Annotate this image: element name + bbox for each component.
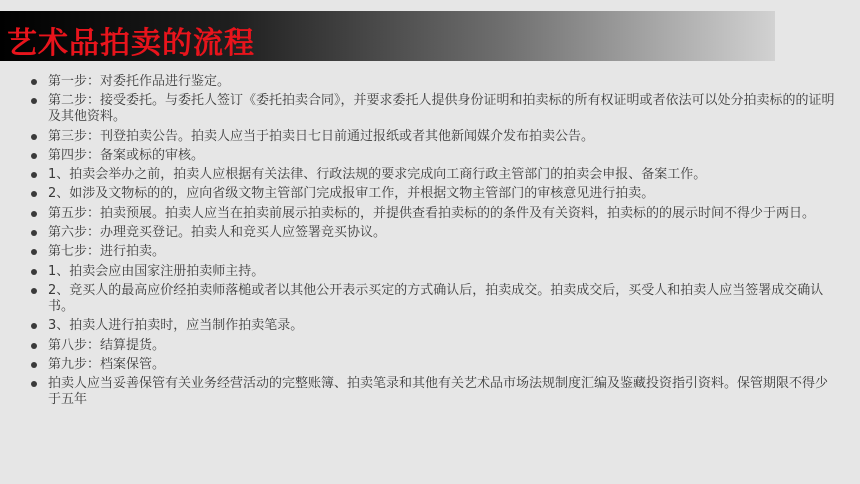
list-item <box>28 244 838 260</box>
list-item-text: 第一步：对委托作品进行鉴定。 <box>48 74 231 89</box>
list-item-text: 第七步：进行拍卖。 <box>48 244 166 260</box>
bullet-icon <box>31 79 37 85</box>
bullet-icon <box>31 230 37 236</box>
steps-list <box>28 74 838 411</box>
title-bar <box>0 11 775 61</box>
bullet-icon <box>31 211 37 217</box>
list-item <box>28 206 838 222</box>
bullet-icon <box>31 191 37 197</box>
list-item-text: 第八步：结算提货。 <box>48 337 166 353</box>
list-item-text: 第四步：备案或标的审核。 <box>48 147 205 163</box>
list-item <box>28 225 838 241</box>
list-item <box>28 264 838 280</box>
bullet-icon <box>31 381 37 387</box>
list-item-text: 1、拍卖会应由国家注册拍卖师主持。 <box>48 263 265 279</box>
list-item-text: 1、拍卖会举办之前，拍卖人应根据有关法律、行政法规的要求完成向工商行政主管部门的拍卖会申报、备案工作。 <box>48 167 707 183</box>
list-item <box>28 167 838 183</box>
list-item-text: 第五步：拍卖预展。拍卖人应当在拍卖前展示拍卖标的，并提供查看拍卖标的的条件及有关资料，拍卖标的的展示时间不得少于两日。 <box>48 205 816 221</box>
list-item-text: 2、竞买人的最高应价经拍卖师落槌或者以其他公开表示买定的方式确认后，拍卖成交。拍卖成交后，买受人和拍卖人应当签署成交确认书。 <box>48 282 824 314</box>
list-item <box>28 93 838 125</box>
list-item-text: 第六步：办理竞买登记。拍卖人和竞买人应签署竞买协议。 <box>48 225 387 241</box>
list-item <box>28 186 838 202</box>
list-item <box>28 74 838 90</box>
bullet-icon <box>31 343 37 349</box>
list-item-text: 第二步：接受委托。与委托人签订《委托拍卖合同》，并要求委托人提供身份证明和拍卖标的所有权证明或者依法可以处分拍卖标的的证明及其他资料。 <box>48 93 835 125</box>
bullet-icon <box>31 269 37 275</box>
bullet-icon <box>31 134 37 140</box>
list-item <box>28 318 838 334</box>
bullet-icon <box>31 362 37 368</box>
list-item-text: 第九步：档案保管。 <box>48 356 166 372</box>
list-item <box>28 129 838 145</box>
bullet-icon <box>31 98 37 104</box>
list-item <box>28 283 838 315</box>
list-item <box>28 148 838 164</box>
list-item <box>28 357 838 373</box>
bullet-icon <box>31 288 37 294</box>
page-title: 艺术品拍卖的流程 <box>7 26 255 61</box>
list-item-text: 2、如涉及文物标的的，应向省级文物主管部门完成报审工作，并根据文物主管部门的审核意见进行拍卖。 <box>48 186 655 202</box>
bullet-icon <box>31 323 37 329</box>
bullet-icon <box>31 172 37 178</box>
bullet-icon <box>31 249 37 255</box>
bullet-icon <box>31 153 37 159</box>
list-item <box>28 338 838 354</box>
list-item-text: 第三步：刊登拍卖公告。拍卖人应当于拍卖日七日前通过报纸或者其他新闻媒介发布拍卖公告。 <box>48 128 595 144</box>
list-item <box>28 376 838 408</box>
list-item-text: 拍卖人应当妥善保管有关业务经营活动的完整账簿、拍卖笔录和其他有关艺术品市场法规制度汇编及鉴藏投资指引资料。保管期限不得少于五年 <box>48 376 829 408</box>
list-item-text: 3、拍卖人进行拍卖时，应当制作拍卖笔录。 <box>48 318 304 334</box>
